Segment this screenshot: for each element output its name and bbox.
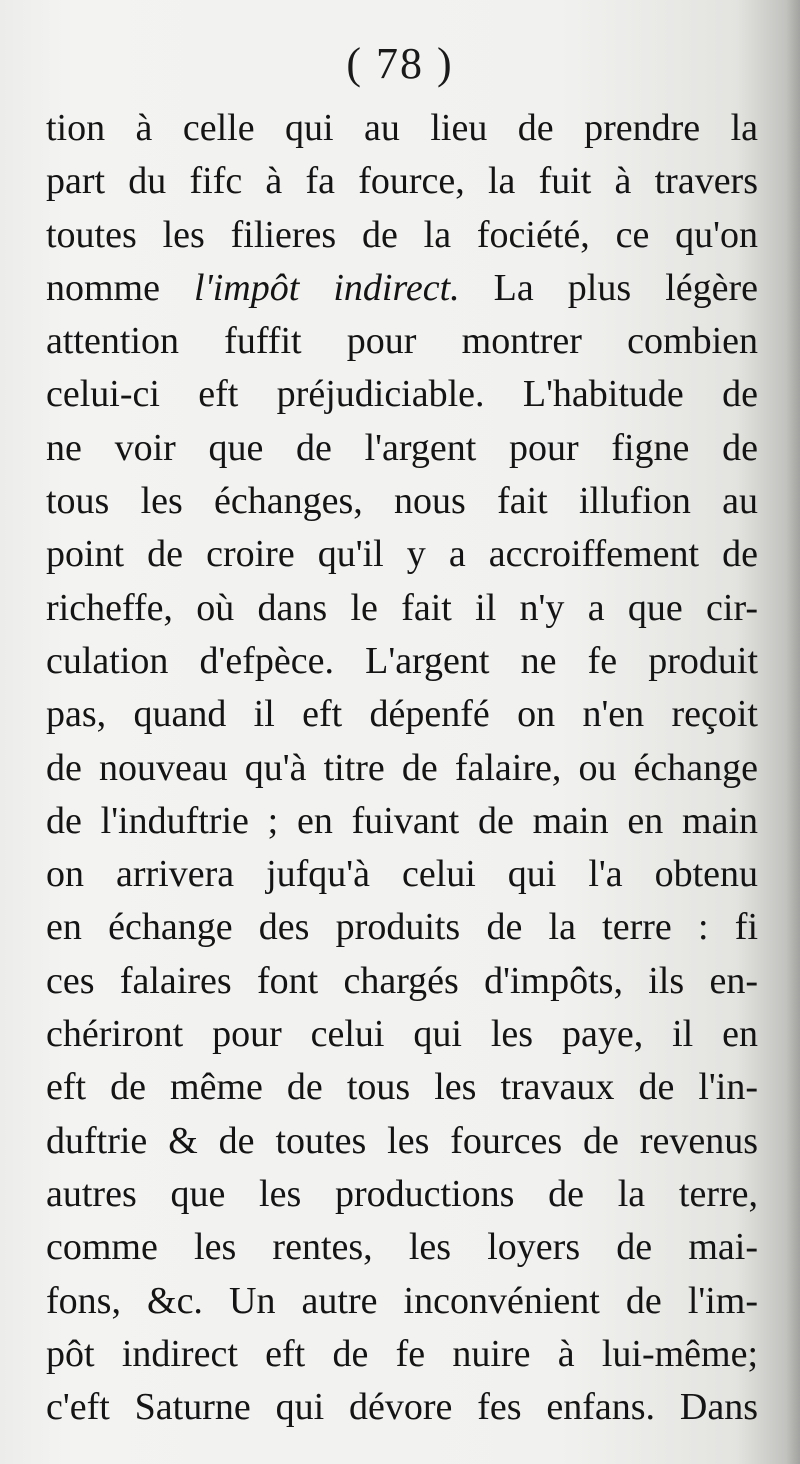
text-line: c'eft Saturne qui dévore fes enfans. Dans [46, 1386, 758, 1429]
text-line: de l'induftrie ; en fuivant de main en main [46, 799, 758, 842]
italic-phrase: l'impôt indirect. [194, 266, 460, 309]
text-line: part du fifc à fa fource, la fuit à travers [46, 160, 758, 203]
text-line: de nouveau qu'à titre de falaire, ou échange [46, 746, 758, 789]
text-line: eft de même de tous les travaux de l'in- [46, 1066, 758, 1109]
text-segment: nomme [46, 266, 195, 309]
text-line: pas, quand il eft dépenfé on n'en reçoit [46, 693, 758, 736]
text-line: richeffe, où dans le fait il n'y a que cir- [46, 586, 758, 629]
text-line: tous les échanges, nous fait illufion au [46, 480, 758, 523]
text-line: ces falaires font chargés d'impôts, ils en- [46, 959, 758, 1002]
text-segment: La plus légère [459, 266, 758, 309]
text-line: duftrie & de toutes les fources de revenus [46, 1119, 758, 1162]
text-line: chériront pour celui qui les paye, il en [46, 1013, 758, 1056]
text-line: autres que les productions de la terre, [46, 1172, 758, 1215]
page-number: ( 78 ) [346, 39, 454, 88]
text-line: point de croire qu'il y a accroiffement de [46, 533, 758, 576]
text-line: attention fuffit pour montrer combien [46, 320, 758, 363]
page-edge-shadow [786, 0, 800, 1464]
text-line: toutes les filieres de la fociété, ce qu'on [46, 213, 758, 256]
text-line: ne voir que de l'argent pour figne de [46, 426, 758, 469]
text-line: celui-ci eft préjudiciable. L'habitude de [46, 373, 758, 416]
text-line: comme les rentes, les loyers de mai- [46, 1226, 758, 1269]
text-line: en échange des produits de la terre : fi [46, 906, 758, 949]
text-line: pôt indirect eft de fe nuire à lui-même; [46, 1332, 758, 1375]
body-text [46, 102, 758, 1434]
text-line: culation d'efpèce. L'argent ne fe produit [46, 639, 758, 682]
text-line: tion à celle qui au lieu de prendre la [46, 107, 758, 149]
text-line: on arrivera jufqu'à celui qui l'a obtenu [46, 853, 758, 896]
text-line [46, 262, 758, 315]
text-line: fons, &c. Un autre inconvénient de l'im- [46, 1279, 758, 1322]
